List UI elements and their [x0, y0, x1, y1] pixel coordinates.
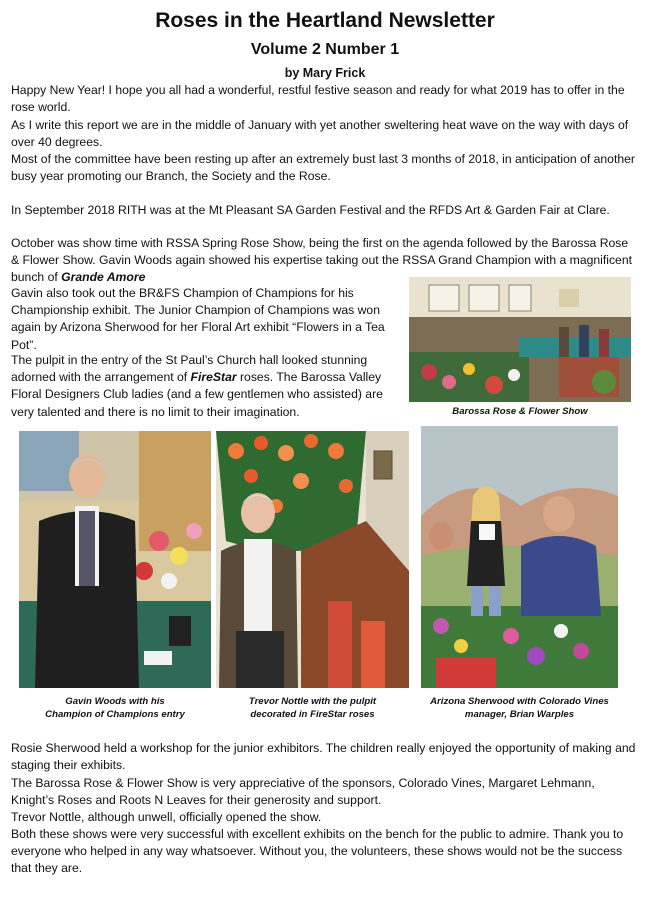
caption-arizona-line-1: Arizona Sherwood with Colorado Vines: [430, 696, 609, 707]
newsletter-title: Roses in the Heartland Newsletter: [155, 9, 495, 32]
barossa-show-hall-photo: [409, 277, 631, 402]
closing-paragraph-2: The Barossa Rose & Flower Show is very appreciative of the sponsors, Colorado Vines, Margaret Lehmann, Knight’s Roses and Roots N Leaves for their generosity and support.: [11, 776, 595, 808]
caption-gavin-line-2: Champion of Champions entry: [45, 709, 185, 720]
caption-gavin: [19, 695, 211, 721]
caption-trevor: [216, 695, 409, 721]
trevor-nottle-pulpit-photo: [216, 431, 409, 688]
intro-paragraph-1: Happy New Year! I hope you all had a wonderful, restful festive season and ready for what 2019 has to offer in the rose world.: [11, 83, 625, 115]
caption-arizona-line-2: manager, Brian Warples: [464, 709, 575, 720]
byline: by Mary Frick: [284, 66, 366, 80]
october-text: October was show time with RSSA Spring Rose Show, being the first on the agenda followed by the Barossa Rose & Flower Show. Gavin Woods again showed his expertise taking out the RSSA Grand Champion with a magnificent bunch of: [11, 236, 632, 285]
rose-name-firestar: FireStar: [190, 370, 237, 385]
gavin-paragraph: Gavin also took out the BR&FS Champion of Champions for his Championship exhibit. The Junior Champion of Champions was won again by Arizona Sherwood for her Floral Art exhibit “Flowers in a Tea Pot”.: [11, 286, 385, 352]
intro-paragraph-3: Most of the committee have been resting up after an extremely bust last 3 months of 2018, in anticipation of another busy year promoting our Branch, the Society and the Rose.: [11, 152, 635, 184]
arizona-sherwood-photo: [421, 426, 618, 688]
pulpit-paragraph: [11, 352, 406, 421]
rose-name-grande-amore: Grande Amore: [61, 270, 146, 285]
caption-hall: Barossa Rose & Flower Show: [452, 406, 588, 417]
closing-paragraph-4: Both these shows were very successful with excellent exhibits on the bench for the public to admire. Thank you to everyone who helped in any way whatsoever. Without you, the volunteers, these shows would not be the success that they are.: [11, 827, 624, 876]
gavin-woods-photo: [19, 431, 211, 688]
caption-gavin-line-1: Gavin Woods with his: [65, 696, 165, 707]
closing-paragraph-1: Rosie Sherwood held a workshop for the junior exhibitors. The children really enjoyed the opportunity of making and staging their exhibits.: [11, 741, 636, 773]
caption-trevor-line-2: decorated in FireStar roses: [250, 709, 375, 720]
caption-trevor-line-1: Trevor Nottle with the pulpit: [248, 696, 377, 707]
closing-paragraph-3: Trevor Nottle, although unwell, officially opened the show.: [11, 810, 322, 824]
volume-number: Volume 2 Number 1: [250, 41, 400, 58]
intro-paragraph-2: As I write this report we are in the middle of January with yet another sweltering heat wave on the way with days of over 40 degrees.: [11, 118, 629, 150]
pulpit-text-before: The pulpit in the entry of the St Paul’s Church hall looked stunning adorned with the arrangement of: [11, 353, 368, 385]
caption-arizona: [421, 695, 618, 721]
pulpit-text-after: roses. The Barossa Valley Floral Designers Club ladies (and a few gentlemen who assisted) are very talented and there is no limit to their imagination.: [11, 370, 383, 419]
intro-paragraph-4: In September 2018 RITH was at the Mt Pleasant SA Garden Festival and the RFDS Art & Garden Fair at Clare.: [11, 203, 610, 217]
